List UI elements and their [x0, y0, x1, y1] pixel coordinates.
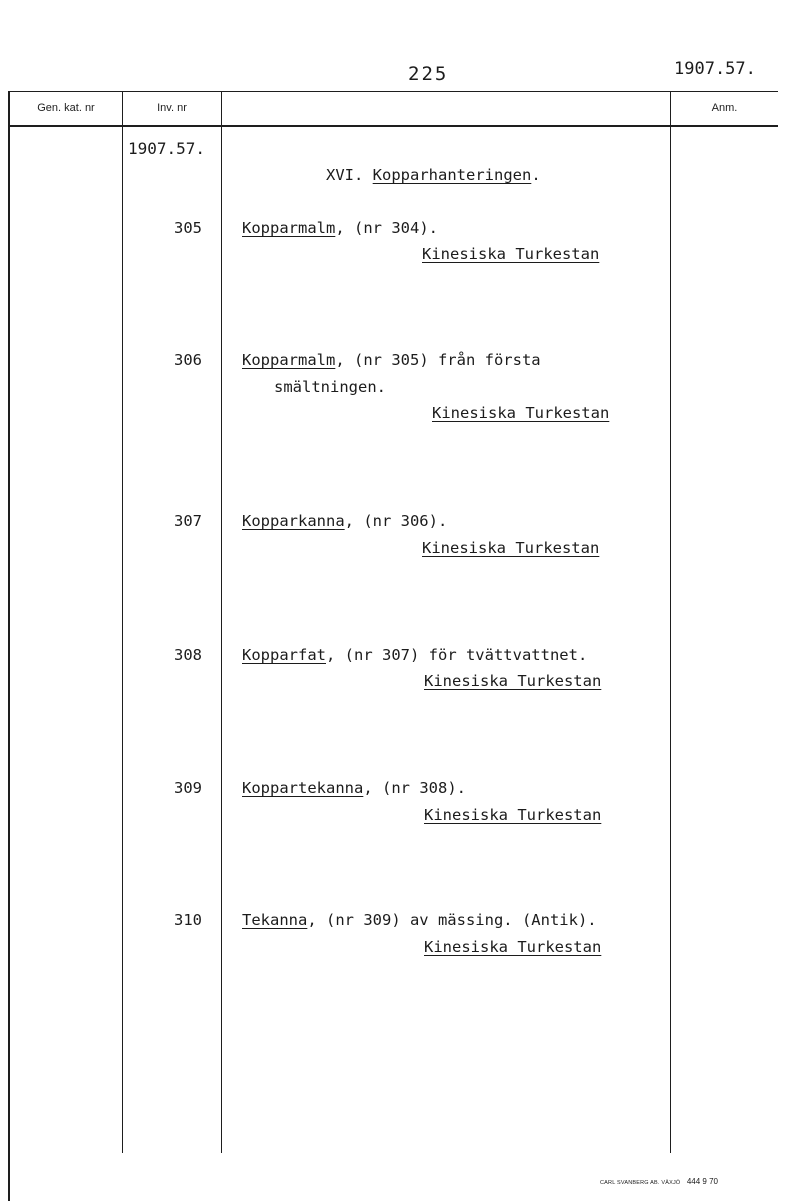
printer-name: CARL SVANBERG AB. VÄXJÖ	[600, 1180, 681, 1186]
entry-origin: Kinesiska Turkestan	[432, 404, 610, 422]
col-header-inv-nr: Inv. nr	[157, 102, 187, 114]
section-title: Kopparhanteringen	[372, 166, 532, 184]
section-suffix: .	[531, 166, 541, 184]
page-number: 225	[408, 63, 449, 85]
entry-origin: Kinesiska Turkestan	[424, 672, 602, 690]
entry-description	[242, 219, 438, 237]
inv-header-number: 1907.57.	[128, 139, 206, 158]
col-header-gen-kat-nr: Gen. kat. nr	[37, 102, 95, 114]
entry-rest: , (nr 305) från första	[335, 351, 541, 369]
entry-number: 309	[174, 779, 202, 797]
entry-rest: , (nr 309) av mässing. (Antik).	[307, 911, 597, 929]
entry-number: 310	[174, 911, 202, 929]
entry-name: Kopparfat	[242, 646, 326, 664]
col-header-anm: Anm.	[711, 102, 738, 114]
entry-name: Kopparmalm	[242, 351, 336, 369]
entry-origin: Kinesiska Turkestan	[422, 245, 600, 263]
entry-name: Kopparkanna	[242, 512, 345, 530]
entry-number: 306	[174, 351, 202, 369]
entry-number: 307	[174, 512, 202, 530]
entry-rest: , (nr 306).	[344, 512, 448, 530]
col-sep-text-anm	[670, 91, 671, 1153]
catalog-id-header: 1907.57.	[674, 59, 756, 79]
entry-continuation: smältningen.	[274, 378, 386, 396]
entry-rest: , (nr 308).	[363, 779, 466, 797]
entry-description	[242, 779, 466, 797]
printer-imprint	[600, 1171, 718, 1189]
section-prefix: XVI.	[326, 166, 364, 184]
header-bottom-rule	[8, 125, 778, 127]
entry-number: 305	[174, 219, 202, 237]
printer-code: 444 9 70	[686, 1177, 718, 1186]
entry-rest: , (nr 307) för tvättvattnet.	[326, 646, 588, 664]
entry-rest: , (nr 304).	[335, 219, 438, 237]
entry-name: Kopparmalm	[242, 219, 336, 237]
header-top-rule	[8, 91, 778, 92]
entry-description	[242, 351, 541, 369]
entry-name: Tekanna	[242, 911, 308, 929]
entry-description	[242, 646, 587, 664]
entry-description	[242, 911, 597, 929]
entry-origin: Kinesiska Turkestan	[424, 806, 602, 824]
entry-origin: Kinesiska Turkestan	[422, 539, 600, 557]
entry-number: 308	[174, 646, 202, 664]
entry-name: Koppartekanna	[242, 779, 364, 797]
section-heading	[326, 166, 541, 184]
left-border	[8, 91, 10, 1201]
col-sep-inv-text	[221, 91, 222, 1153]
entry-origin: Kinesiska Turkestan	[424, 938, 602, 956]
entry-description	[242, 512, 447, 530]
col-sep-gen-inv	[122, 91, 123, 1153]
